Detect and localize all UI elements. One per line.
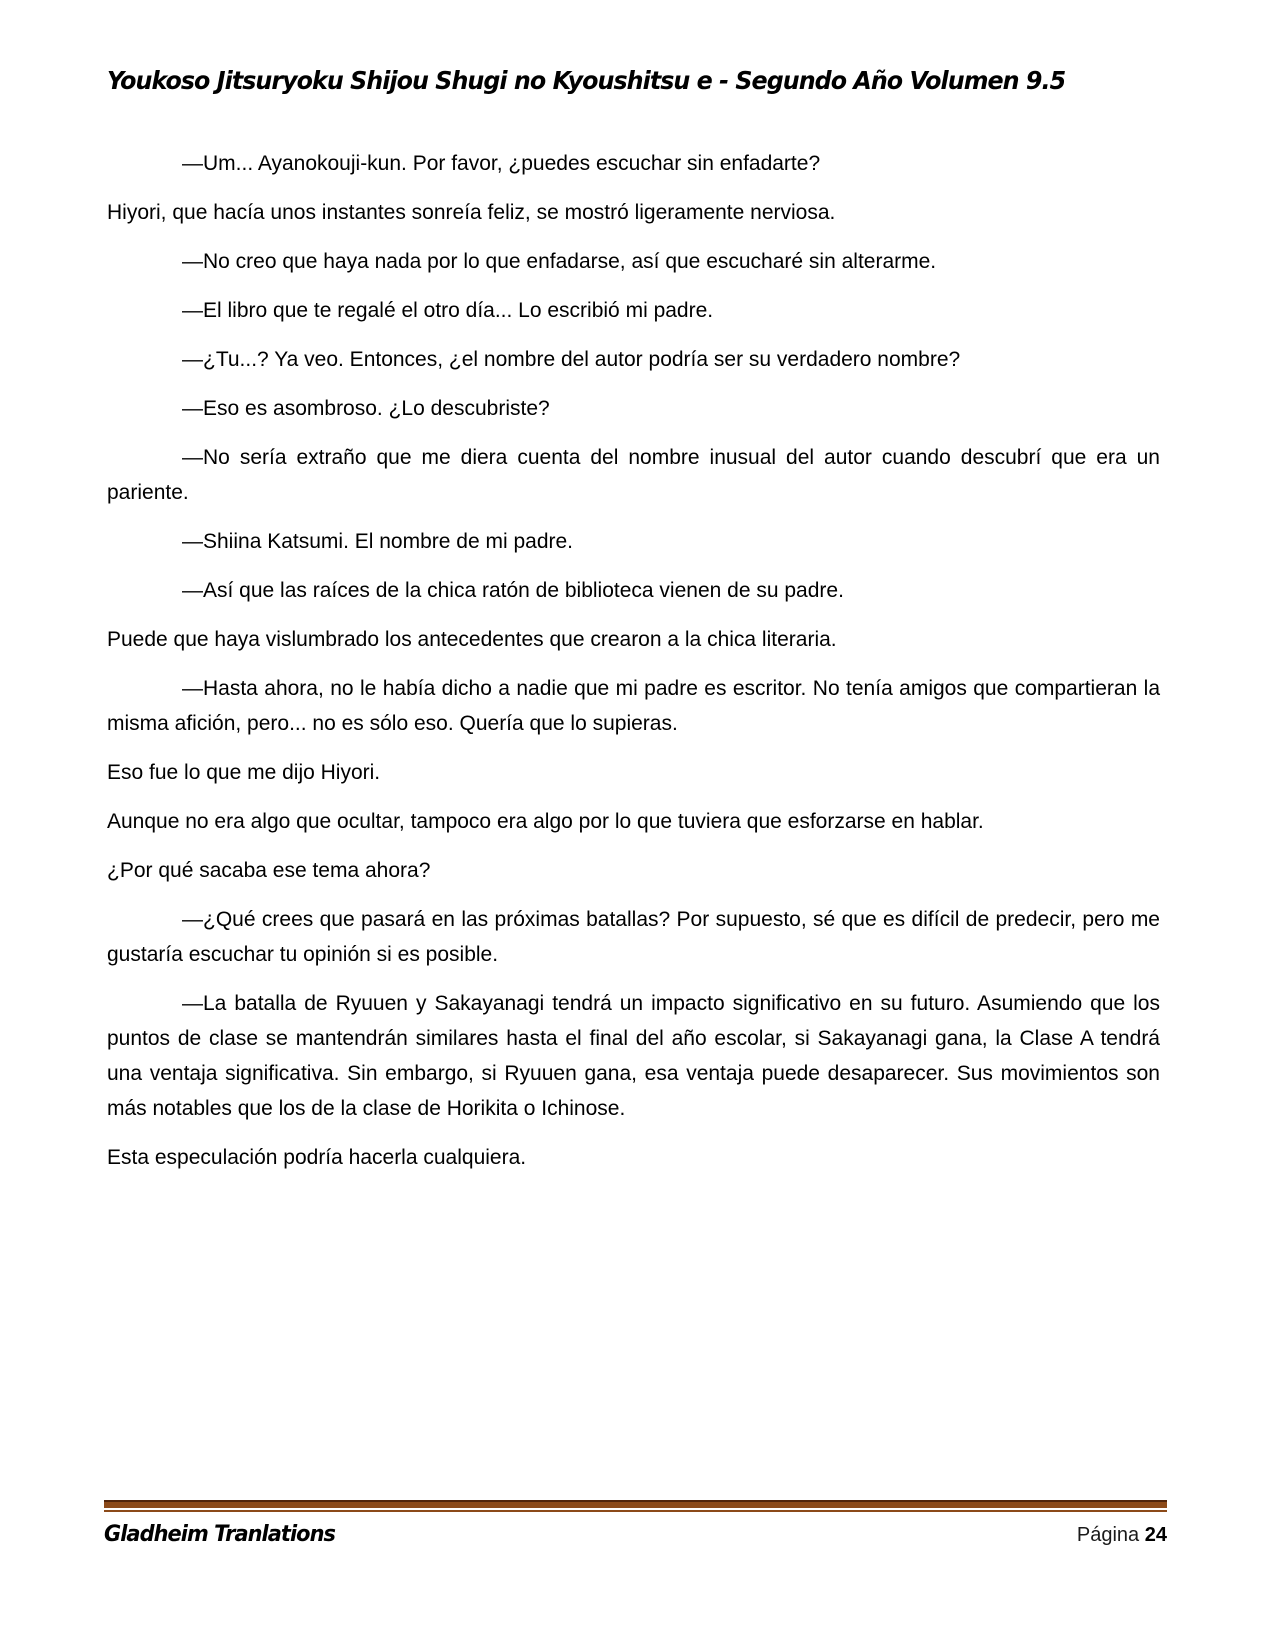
page-number — [1077, 1524, 1167, 1547]
page-footer — [104, 1500, 1167, 1547]
page-header — [107, 66, 1160, 95]
paragraph: Hiyori, que hacía unos instantes sonreía feliz, se mostró ligeramente nerviosa. — [107, 201, 836, 224]
paragraph: —¿Qué crees que pasará en las próximas batallas? Por supuesto, sé que es difícil de predecir, pero me gustaría escuchar tu opinión si es posible. — [107, 908, 1160, 966]
paragraph: —¿Tu...? Ya veo. Entonces, ¿el nombre del autor podría ser su verdadero nombre? — [182, 348, 961, 371]
page-number-value: 24 — [1144, 1524, 1167, 1546]
paragraph: —La batalla de Ryuuen y Sakayanagi tendrá un impacto significativo en su futuro. Asumiendo que los puntos de clase se mantendrán similares hasta el final del año escolar, si Sakayanagi gana, la Clase A tendrá una ventaja significativa. Sin embargo, si Ryuuen gana, esa ventaja puede desaparecer. Sus movimientos son más notables que los de la clase de Horikita o Ichinose. — [107, 992, 1160, 1120]
paragraph: Aunque no era algo que ocultar, tampoco era algo por lo que tuviera que esforzarse en hablar. — [107, 810, 984, 833]
footer-row — [104, 1522, 1167, 1547]
page-number-label: Página — [1076, 1524, 1140, 1546]
footer-divider-thick — [104, 1500, 1167, 1508]
paragraph: —No creo que haya nada por lo que enfadarse, así que escucharé sin alterarme. — [182, 250, 937, 273]
translator-credit: Gladheim Tranlations — [104, 1522, 336, 1547]
paragraph: —Shiina Katsumi. El nombre de mi padre. — [182, 530, 574, 553]
paragraph: —El libro que te regalé el otro día... Lo escribió mi padre. — [182, 299, 714, 322]
paragraph: ¿Por qué sacaba ese tema ahora? — [107, 859, 431, 882]
footer-divider-thin — [104, 1510, 1167, 1512]
paragraph: —Um... Ayanokouji-kun. Por favor, ¿puedes escuchar sin enfadarte? — [182, 152, 821, 175]
paragraph: Esta especulación podría hacerla cualquiera. — [107, 1146, 527, 1169]
paragraph: —Hasta ahora, no le había dicho a nadie que mi padre es escritor. No tenía amigos que compartieran la misma afición, pero... no es sólo eso. Quería que lo supieras. — [107, 677, 1160, 735]
paragraph: Eso fue lo que me dijo Hiyori. — [107, 761, 381, 784]
document-body — [107, 146, 1160, 1189]
paragraph: —Así que las raíces de la chica ratón de biblioteca vienen de su padre. — [182, 579, 844, 602]
document-title: Youkoso Jitsuryoku Shijou Shugi no Kyoushitsu e - Segundo Año Volumen 9.5 — [107, 66, 1066, 95]
paragraph: Puede que haya vislumbrado los antecedentes que crearon a la chica literaria. — [107, 628, 837, 651]
paragraph: —Eso es asombroso. ¿Lo descubriste? — [182, 397, 550, 420]
paragraph: —No sería extraño que me diera cuenta del nombre inusual del autor cuando descubrí que era un pariente. — [107, 446, 1160, 504]
